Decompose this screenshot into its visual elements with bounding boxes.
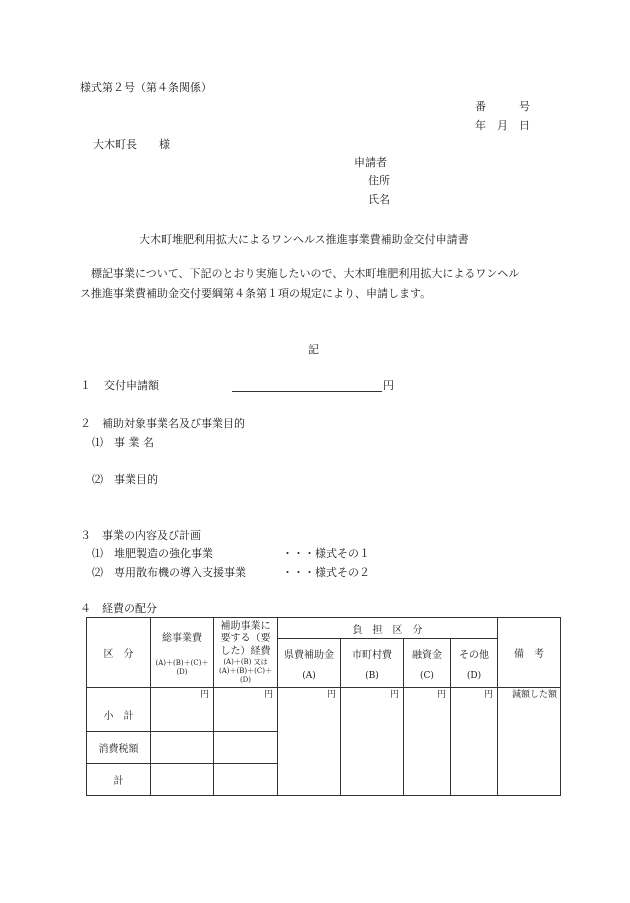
section-3-item-1-label: ⑴ 堆肥製造の強化事業 (92, 547, 213, 560)
col-town-label: 市町村費 (352, 649, 392, 661)
body-line-1: 標記事業について、下記のとおり実施したいので、大木町堆肥利用拡大によるワンヘル (91, 267, 520, 280)
col-total (151, 618, 214, 688)
col-pref-code: (A) (302, 670, 316, 681)
address-label: 住所 (368, 174, 390, 187)
col-other (451, 639, 498, 688)
row-total-label: 計 (87, 764, 151, 796)
section-2-heading: ２ 補助対象事業名及び事業目的 (80, 417, 245, 430)
col-other-code: (D) (466, 670, 482, 681)
section-3-heading: ３ 事業の内容及び計画 (80, 529, 201, 542)
col-subsidy-formula-2: (A)＋(B)＋(C)＋(D) (219, 666, 272, 684)
col-loan-label: 融資金 (412, 649, 442, 661)
cell-subsidy-subtotal: 円 (214, 688, 278, 732)
cell-pref: 円 (278, 688, 341, 796)
cell-town: 円 (341, 688, 404, 796)
form-number: 様式第２号（第４条関係） (80, 81, 212, 94)
col-town-code: (B) (365, 670, 379, 681)
col-subsidy-line-1: 補助事業に (220, 620, 271, 632)
applicant-label: 申請者 (354, 156, 387, 169)
addressee: 大木町長 様 (93, 138, 170, 151)
section-1-label: 交付申請額 (104, 379, 159, 392)
table-header-row-1 (87, 618, 561, 639)
section-1-number: １ (80, 379, 91, 392)
col-burden-group: 負 担 区 分 (278, 618, 498, 639)
cell-loan: 円 (404, 688, 451, 796)
ki-heading: 記 (308, 343, 319, 356)
cell-total-subtotal: 円 (151, 688, 214, 732)
col-other-label: その他 (459, 649, 489, 661)
col-total-label: 総事業費 (162, 633, 202, 644)
col-total-formula: (A)＋(B)＋(C)＋(D) (155, 659, 209, 676)
col-town-cost (341, 639, 404, 688)
col-loan (404, 639, 451, 688)
col-kubun: 区 分 (87, 618, 151, 688)
col-subsidy-expense (214, 618, 278, 688)
amount-unit: 円 (383, 379, 394, 392)
cell-subsidy-tax (214, 732, 278, 764)
section-3-item-2-label: ⑵ 専用散布機の導入支援事業 (92, 566, 246, 579)
col-loan-code: (C) (420, 670, 434, 681)
name-label: 氏名 (368, 193, 390, 206)
section-2-item-1: ⑴ 事 業 名 (92, 436, 154, 449)
document-title: 大木町堆肥利用拡大によるワンヘルス推進事業費補助金交付申請書 (139, 233, 469, 246)
col-subsidy-formula-1: (A)＋(B) 又は (223, 658, 268, 667)
cell-other: 円 (451, 688, 498, 796)
cell-remarks: 減額した額 (498, 688, 561, 796)
body-line-2: ス推進事業費補助金交付要綱第４条第１項の規定により、申請します。 (80, 287, 432, 300)
table-row-subtotal (87, 688, 561, 732)
section-4-heading: ４ 経費の配分 (80, 602, 157, 615)
col-remarks: 備 考 (498, 618, 561, 688)
cell-total-total (151, 764, 214, 796)
cost-allocation-table (86, 617, 561, 796)
section-3-item-2-ref: ・・・様式その２ (282, 566, 370, 579)
cell-total-tax (151, 732, 214, 764)
col-subsidy-line-3: した）経費 (220, 645, 271, 657)
date-line: 年 月 日 (475, 119, 530, 132)
amount-underline (232, 391, 382, 392)
section-2-item-2: ⑵ 事業目的 (92, 473, 158, 486)
col-pref-subsidy (278, 639, 341, 688)
section-3-item-1-ref: ・・・様式その１ (282, 547, 370, 560)
number-line: 番 号 (475, 100, 530, 113)
row-subtotal-label: 小 計 (87, 688, 151, 732)
col-subsidy-line-2: 要する（要 (220, 633, 271, 645)
row-tax-label: 消費税額 (87, 732, 151, 764)
cell-subsidy-total (214, 764, 278, 796)
col-pref-label: 県費補助金 (284, 649, 334, 661)
